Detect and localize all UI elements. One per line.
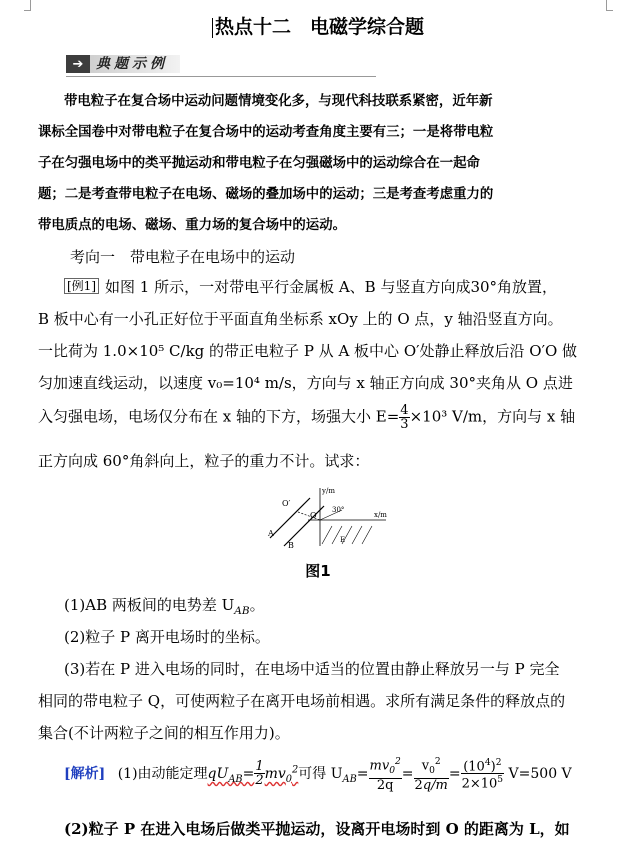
example-line bbox=[38, 404, 575, 431]
intro-line: 带电质点的电场、磁场、重力场的复合场中的运动。 bbox=[38, 217, 346, 233]
question-text: 。 bbox=[249, 596, 265, 614]
crop-mark-right bbox=[606, 0, 613, 11]
example-text: ×10³ V/m，方向与 x 轴 bbox=[409, 407, 576, 426]
figure-caption: 图1 bbox=[305, 562, 331, 580]
example-badge: [例1] bbox=[64, 278, 99, 294]
question-text: (1)AB 两板间的电势差 U bbox=[64, 596, 235, 614]
plate-a-label: A bbox=[268, 529, 274, 538]
direction-heading: 考向一 带电粒子在电场中的运动 bbox=[70, 248, 296, 266]
example-text: 入匀强电场，电场仅分布在 x 轴的下方，场强大小 E= bbox=[38, 407, 400, 426]
analysis-result: V=500 V bbox=[508, 765, 572, 782]
example-line: 正方向成 60°角斜向上，粒子的重力不计。试求： bbox=[38, 452, 370, 470]
figure-1-diagram bbox=[262, 486, 392, 554]
example-line: B 板中心有一小孔正好位于平面直角坐标系 xOy 上的 O 点，y 轴沿竖直方向。 bbox=[38, 310, 563, 328]
o-prime-label: O′ bbox=[282, 499, 291, 508]
intro-line: 带电粒子在复合场中运动问题情境变化多，与现代科技联系紧密，近年新 bbox=[64, 93, 493, 109]
kinetic-energy-equation: $qU_{AB}=$ $\frac{1}{2}$ $mv_0^2$ bbox=[207, 759, 299, 789]
section-banner bbox=[66, 53, 180, 75]
plate-b-label: B bbox=[288, 541, 294, 550]
example-line: 匀加速直线运动，以速度 v₀=10⁴ m/s，方向与 x 轴正方向成 30°夹角从 O 点进 bbox=[38, 374, 573, 392]
question-line: (2)粒子 P 离开电场时的坐标。 bbox=[64, 628, 270, 646]
intro-line: 子在匀强电场中的类平抛运动和带电粒子在匀强磁场中的运动综合在一起命 bbox=[38, 155, 480, 171]
analysis-text: 可得 U bbox=[298, 765, 343, 782]
analysis-text: (1)由动能定理 bbox=[117, 765, 208, 782]
page-title bbox=[0, 12, 636, 39]
crop-mark-left bbox=[24, 0, 31, 11]
banner-label: 典题示例 bbox=[90, 55, 180, 73]
analysis-tag: [解析] bbox=[64, 765, 106, 782]
arrow-icon: ➔ bbox=[66, 55, 90, 73]
example-line: 一比荷为 1.0×10⁵ C/kg 的带正电粒子 P 从 A 板中心 O′处静止释放后沿 O′O 做 bbox=[38, 342, 578, 360]
banner-divider bbox=[66, 76, 376, 77]
question-subscript: AB bbox=[234, 605, 250, 617]
angle-label: 30° bbox=[332, 506, 345, 514]
example-line bbox=[64, 276, 557, 297]
field-e-label: E bbox=[340, 536, 346, 544]
question-line: (3)若在 P 进入电场的同时，在电场中适当的位置由静止释放另一与 P 完全 bbox=[64, 660, 560, 678]
intro-line: 课标全国卷中对带电粒子在复合场中的运动考查角度主要有三；一是将带电粒 bbox=[38, 124, 494, 140]
intro-line: 题；二是考查带电粒子在电场、磁场的叠加场中的运动；三是考查考虑重力的 bbox=[38, 186, 494, 202]
page-title-text: 热点十二 电磁学综合题 bbox=[214, 16, 424, 38]
example-text: 如图 1 所示，一对带电平行金属板 A、B 与竖直方向成30°角放置， bbox=[105, 278, 558, 296]
question-line: 集合(不计两粒子之间的相互作用力)。 bbox=[38, 724, 290, 742]
x-axis-label: x/m bbox=[374, 511, 387, 519]
question-line bbox=[64, 594, 265, 617]
fraction: $\frac{4}{3}$ bbox=[400, 403, 409, 432]
analysis-line: [解析] (1)由动能定理$qU_{AB}=$ $\frac{1}{2}$ $mv_0^2$可得 $U_{AB}=$ $\frac{mv_0^2}{2q}$ = $\frac{v_0^2}{2q/m}$ = $\frac{(10^4)^2}{2\times 10^5}$ V=500 V bbox=[64, 757, 572, 793]
question-line: 相同的带电粒子 Q，可使两粒子在离开电场前相遇。求所有满足条件的释放点的 bbox=[38, 692, 566, 710]
origin-label: O bbox=[310, 511, 317, 520]
analysis-line: (2)粒子 P 在进入电场后做类平抛运动，设离开电场时到 O 的距离为 L，如 bbox=[64, 820, 570, 838]
text-cursor bbox=[212, 18, 213, 38]
y-axis-label: y/m bbox=[322, 487, 335, 495]
